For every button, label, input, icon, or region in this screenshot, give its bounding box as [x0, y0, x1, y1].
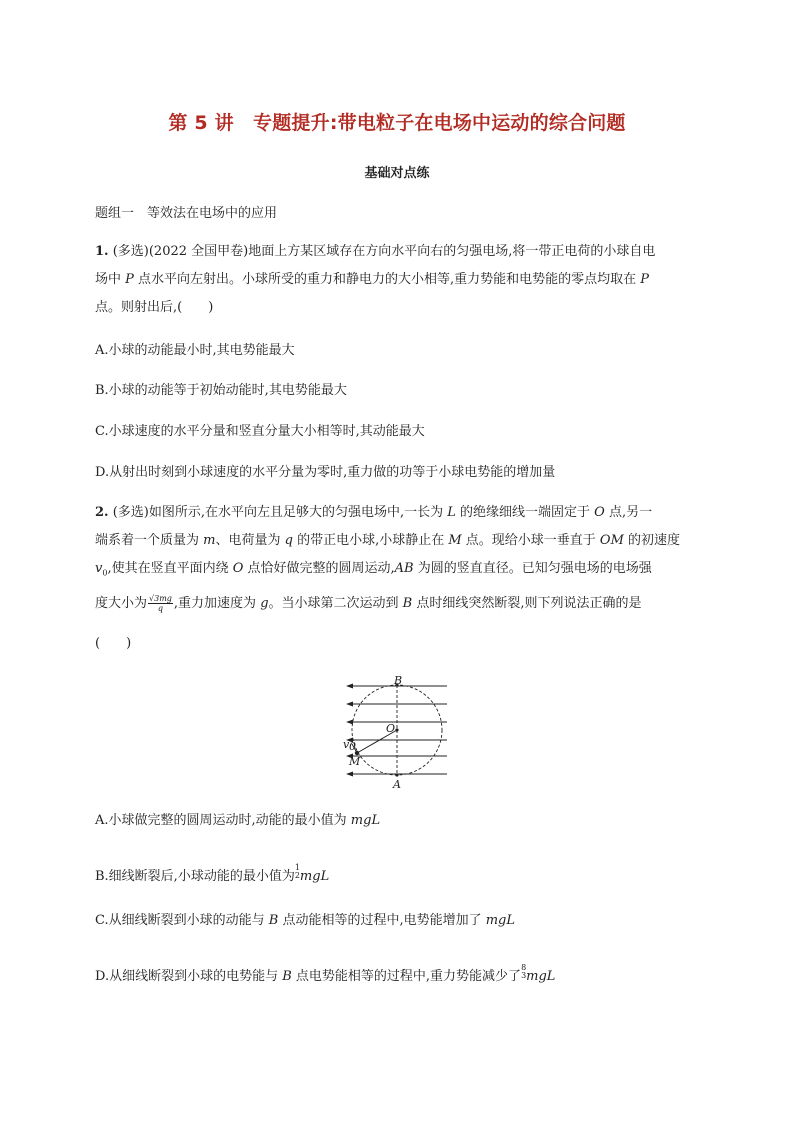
q2-option-d-value: mgL [526, 969, 556, 984]
point-a [395, 773, 398, 776]
q1-var-p: P [125, 272, 134, 287]
label-v-sub: 0 [349, 740, 356, 753]
q2-line-4 [95, 594, 641, 613]
q2-fraction-numerator: √3mg [149, 594, 172, 603]
label-o: O [386, 722, 396, 735]
q2-option-c-value: mgL [485, 913, 516, 928]
q2-text-1c: 点,另一 [604, 505, 653, 520]
center-point-o [395, 728, 398, 731]
q2-var-v: v [95, 561, 103, 576]
q1-number: 1. [95, 244, 109, 259]
q1-option-d: D.从射出时刻到小球速度的水平分量为零时,重力做的功等于小球电势能的增加量 [95, 465, 556, 480]
arrowhead-3 [346, 720, 353, 725]
q2-var-om: OM [599, 533, 624, 548]
label-v: v [343, 738, 350, 751]
q2-option-d-text-a: D.从细线断裂到小球的电势能与 [95, 969, 283, 984]
q2-line-3 [95, 561, 652, 582]
q2-number: 2. [95, 505, 109, 520]
q2-text-2a: 端系着一个质量为 [95, 533, 204, 548]
q2-text-3c: 为圆的竖直直径。已知匀强电场的电场强 [413, 561, 652, 576]
q1-text-2a: 场中 [95, 272, 126, 287]
q1-text-2b: 点水平向左射出。小球所受的重力和静电力的大小相等,重力势能和电势能的零点均取在 [133, 272, 641, 287]
q2-option-d-text-b: 点电势能相等的过程中,重力势能减少了 [291, 969, 522, 984]
q2-option-c-text-a: C.从细线断裂到小球的动能与 [95, 913, 269, 928]
q1-option-b: B.小球的动能等于初始动能时,其电势能最大 [95, 383, 347, 398]
group-heading: 题组一 等效法在电场中的应用 [95, 206, 278, 221]
q2-var-q: q [284, 533, 293, 548]
q2-option-b-value: mgL [299, 869, 330, 884]
q2-line-5: ( ) [95, 636, 132, 651]
q2-option-a-value: mgL [350, 813, 381, 828]
q2-option-c [95, 913, 515, 929]
label-m: M [349, 755, 361, 768]
q2-option-d-denominator: 3 [521, 971, 527, 980]
q2-option-c-text-b: 点动能相等的过程中,电势能增加了 [278, 913, 486, 928]
q2-field-fraction [148, 594, 173, 613]
section-subtitle: 基础对点练 [364, 166, 430, 181]
q2-text-3b: 点恰好做完整的圆周运动, [243, 561, 395, 576]
q2-var-v-sub: 0 [102, 568, 108, 578]
q2-text-4d: 点时细线突然断裂,则下列说法正确的是 [412, 596, 642, 611]
q2-option-d [95, 963, 556, 985]
q1-var-p2: P [640, 272, 650, 287]
q2-text-4c: 。当小球第二次运动到 [268, 596, 403, 611]
q2-text-2b: 、电荷量为 [215, 533, 285, 548]
q2-option-b-denominator: 2 [294, 871, 300, 880]
q2-option-d-fraction [521, 964, 526, 980]
label-b: B [394, 676, 403, 687]
q1-line-1 [95, 244, 655, 260]
q2-var-g: g [260, 596, 269, 611]
q2-line-2 [95, 533, 680, 549]
q1-text-1: (多选)(2022 全国甲卷)地面上方某区域存在方向水平向右的匀强电场,将一带正电荷的小球自电 [112, 244, 656, 259]
q2-text-4a: 度大小为 [95, 596, 148, 611]
arrowhead-6 [346, 772, 353, 777]
q2-var-o: O [594, 505, 605, 520]
arrowhead-1 [346, 684, 353, 689]
q1-option-a: A.小球的动能最小时,其电势能最大 [95, 343, 295, 358]
q2-text-2d: 点。现给小球一垂直于 [461, 533, 600, 548]
page-title: 第 5 讲 专题提升:带电粒子在电场中运动的综合问题 [168, 112, 626, 134]
q2-var-m-point: M [448, 533, 462, 548]
q2-text-2e: 的初速度 [623, 533, 681, 548]
electric-field-diagram [340, 676, 455, 791]
q2-option-b-fraction [295, 864, 300, 880]
q2-line-1 [95, 505, 652, 521]
q2-option-d-numerator: 8 [521, 963, 527, 972]
q2-option-a-text: A.小球做完整的圆周运动时,动能的最小值为 [95, 813, 351, 828]
q2-option-d-var-b: B [282, 969, 292, 984]
q2-fraction-denominator: q [157, 604, 164, 613]
q2-option-b-numerator: 1 [294, 863, 300, 872]
q1-option-c: C.小球速度的水平分量和竖直分量大小相等时,其动能最大 [95, 424, 425, 439]
q1-line-3: 点。则射出后,( ) [95, 300, 214, 315]
q2-text-4b: ,重力加速度为 [173, 596, 261, 611]
q2-var-l: L [447, 505, 456, 520]
arrowhead-2 [346, 702, 353, 707]
q2-text-1b: 的绝缘细线一端固定于 [455, 505, 595, 520]
q2-var-m: m [203, 533, 216, 548]
q2-var-o2: O [232, 561, 244, 576]
q2-text-1a: (多选)如图所示,在水平向左且足够大的匀强电场中,一长为 [112, 505, 448, 520]
q2-text-3a: ,使其在竖直平面内绕 [107, 561, 233, 576]
q2-var-ab: AB [394, 561, 414, 576]
q2-option-a [95, 813, 380, 829]
q2-option-b-text: B.细线断裂后,小球动能的最小值为 [95, 869, 295, 884]
q2-option-b [95, 863, 330, 885]
label-a: A [393, 778, 401, 791]
q1-line-2 [95, 272, 649, 288]
q2-text-2c: 的带正电小球,小球静止在 [292, 533, 449, 548]
q2-var-b: B [402, 596, 413, 611]
q2-option-c-var-b: B [268, 913, 279, 928]
